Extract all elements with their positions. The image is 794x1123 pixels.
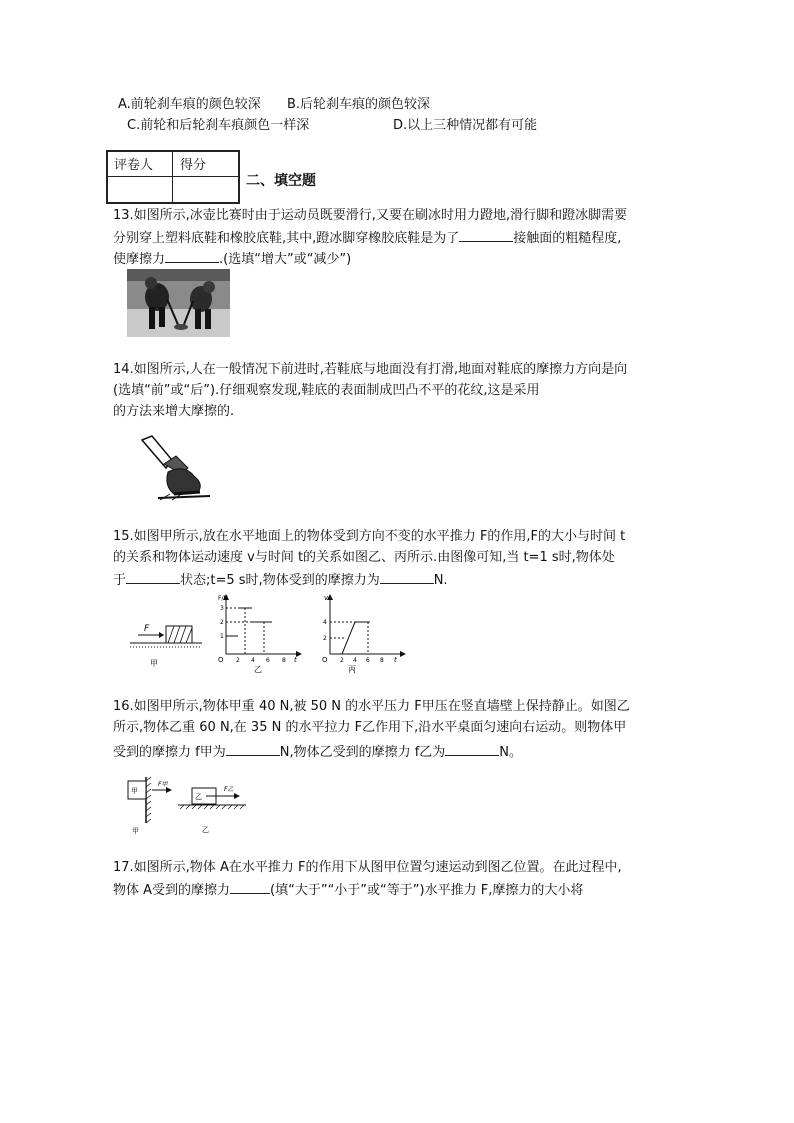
q15-bing-ytick-4: 4	[323, 619, 327, 626]
q15-yi-xtick-o: O	[218, 656, 224, 664]
q15-bing-xtick-t: t	[394, 656, 397, 664]
q17-line2b: (填“大于”“小于”或“等于”)水平推力 F,摩擦力的大小将	[270, 883, 584, 898]
q15-line3c: N.	[433, 573, 448, 588]
q15-yi-xtick-6: 6	[266, 657, 270, 664]
q16-blank2[interactable]	[445, 741, 499, 756]
q15-line3a: 于	[113, 573, 127, 588]
q15-yi-ytick-2: 2	[220, 619, 224, 626]
q17-blank1[interactable]	[230, 879, 270, 894]
q15-bing-xtick-4: 4	[353, 657, 357, 664]
q13-line2a: 分别穿上塑料底鞋和橡胶底鞋,其中,蹬冰脚穿橡胶底鞋是为了	[113, 231, 460, 246]
q16-line3c: N。	[499, 745, 523, 760]
q14-line3: 的方法来增大摩擦的.	[113, 404, 235, 419]
q15-jia-force-label: F	[144, 624, 150, 634]
q15-yi-ytick-1: 1	[220, 633, 224, 640]
q13-line3	[113, 248, 351, 270]
q17-line1: 17.如图所示,物体 A在水平推力 F的作用下从图甲位置匀速运动到图乙位置。在此过程中,	[113, 860, 622, 875]
q15-line3b: 状态;t=5 s时,物体受到的摩擦力为	[180, 573, 380, 588]
q15-blank1[interactable]	[126, 569, 180, 584]
q15-line3	[113, 569, 448, 591]
option-d: D.以上三种情况都有可能	[393, 118, 538, 133]
shoe-illustration	[138, 434, 212, 502]
q15-line1: 15.如图甲所示,放在水平地面上的物体受到方向不变的水平推力 F的作用,F的大小与时间 t	[113, 529, 626, 544]
q15-yi-caption: 乙	[254, 665, 262, 674]
q13-blank2[interactable]	[165, 248, 219, 263]
q15-bing-ytick-2: 2	[323, 635, 327, 642]
q15-bing-xtick-8: 8	[380, 657, 384, 664]
q15-bing-xtick-2: 2	[340, 657, 344, 664]
score-table	[106, 150, 240, 204]
q17-line2a: 物体 A受到的摩擦力	[113, 883, 231, 898]
q14-line2: (选填“前”或“后”).仔细观察发现,鞋底的表面制成凹凸不平的花纹,这是采用	[113, 383, 540, 398]
q16-yi-force-label: F乙	[224, 786, 234, 793]
q16-line1: 16.如图甲所示,物体甲重 40 N,被 50 N 的水平压力 F甲压在竖直墙壁上保持静止。如图乙	[113, 699, 630, 714]
q15-jia-caption: 甲	[150, 659, 158, 668]
q15-bing-xtick-6: 6	[366, 657, 370, 664]
q15-yi-xtick-8: 8	[282, 657, 286, 664]
q13-line1: 13.如图所示,冰壶比赛时由于运动员既要滑行,又要在刷冰时用力蹬地,滑行脚和蹬冰脚需要	[113, 208, 628, 223]
score-table-divider-h	[108, 176, 238, 177]
q17-line2	[113, 879, 583, 901]
q15-yi-xtick-t: t	[294, 656, 297, 664]
q15-yi-xtick-4: 4	[251, 657, 255, 664]
q15-yi-ylabel: F/N	[218, 595, 228, 602]
q15-fig-jia	[128, 616, 208, 672]
option-a: A.前轮刹车痕的颜色较深	[118, 97, 261, 112]
q15-fig-yi	[214, 592, 304, 674]
q16-jia-caption: 甲	[132, 827, 139, 835]
q15-line2: 的关系和物体运动速度 v与时间 t的关系如图乙、丙所示.由图像可知,当 t=1 s时,物体处	[113, 550, 615, 565]
q13-line3a: 使摩擦力	[113, 252, 166, 267]
q14-line1: 14.如图所示,人在一般情况下前进时,若鞋底与地面没有打滑,地面对鞋底的摩擦力方向是向	[113, 362, 628, 377]
option-b: B.后轮刹车痕的颜色较深	[287, 97, 431, 112]
q16-line2: 所示,物体乙重 60 N,在 35 N 的水平拉力 F乙作用下,沿水平桌面匀速向右运动。则物体甲	[113, 720, 627, 735]
option-c: C.前轮和后轮刹车痕颜色一样深	[127, 118, 310, 133]
q15-fig-bing	[318, 592, 408, 674]
q15-bing-caption: 丙	[348, 665, 356, 674]
curling-photo	[127, 269, 230, 337]
q16-line3	[113, 741, 522, 763]
score-table-divider-v	[172, 152, 173, 202]
q16-yi-block-label: 乙	[195, 793, 202, 801]
q16-fig-jia	[118, 775, 178, 837]
q16-blank1[interactable]	[226, 741, 280, 756]
q15-yi-xtick-2: 2	[236, 657, 240, 664]
q13-line3b: .(选填“增大”或“减少”)	[219, 252, 352, 267]
q16-fig-yi	[176, 778, 248, 836]
q16-line3b: N,物体乙受到的摩擦力 f乙为	[279, 745, 446, 760]
q15-bing-xtick-o: O	[322, 656, 328, 664]
q13-blank1[interactable]	[459, 227, 513, 242]
reviewer-label: 评卷人	[114, 158, 154, 173]
q15-blank2[interactable]	[380, 569, 434, 584]
q13-line2b: 接触面的粗糙程度,	[513, 231, 622, 246]
q16-jia-force-label: F甲	[158, 781, 168, 788]
score-label: 得分	[180, 158, 207, 173]
q16-line3a: 受到的摩擦力 f甲为	[113, 745, 226, 760]
section-title: 二、填空题	[246, 173, 316, 189]
q16-yi-caption: 乙	[202, 826, 209, 834]
q15-yi-ytick-3: 3	[220, 605, 224, 612]
q15-bing-ylabel: v	[324, 594, 329, 602]
q16-jia-block-label: 甲	[131, 787, 138, 795]
q13-line2	[113, 227, 621, 249]
